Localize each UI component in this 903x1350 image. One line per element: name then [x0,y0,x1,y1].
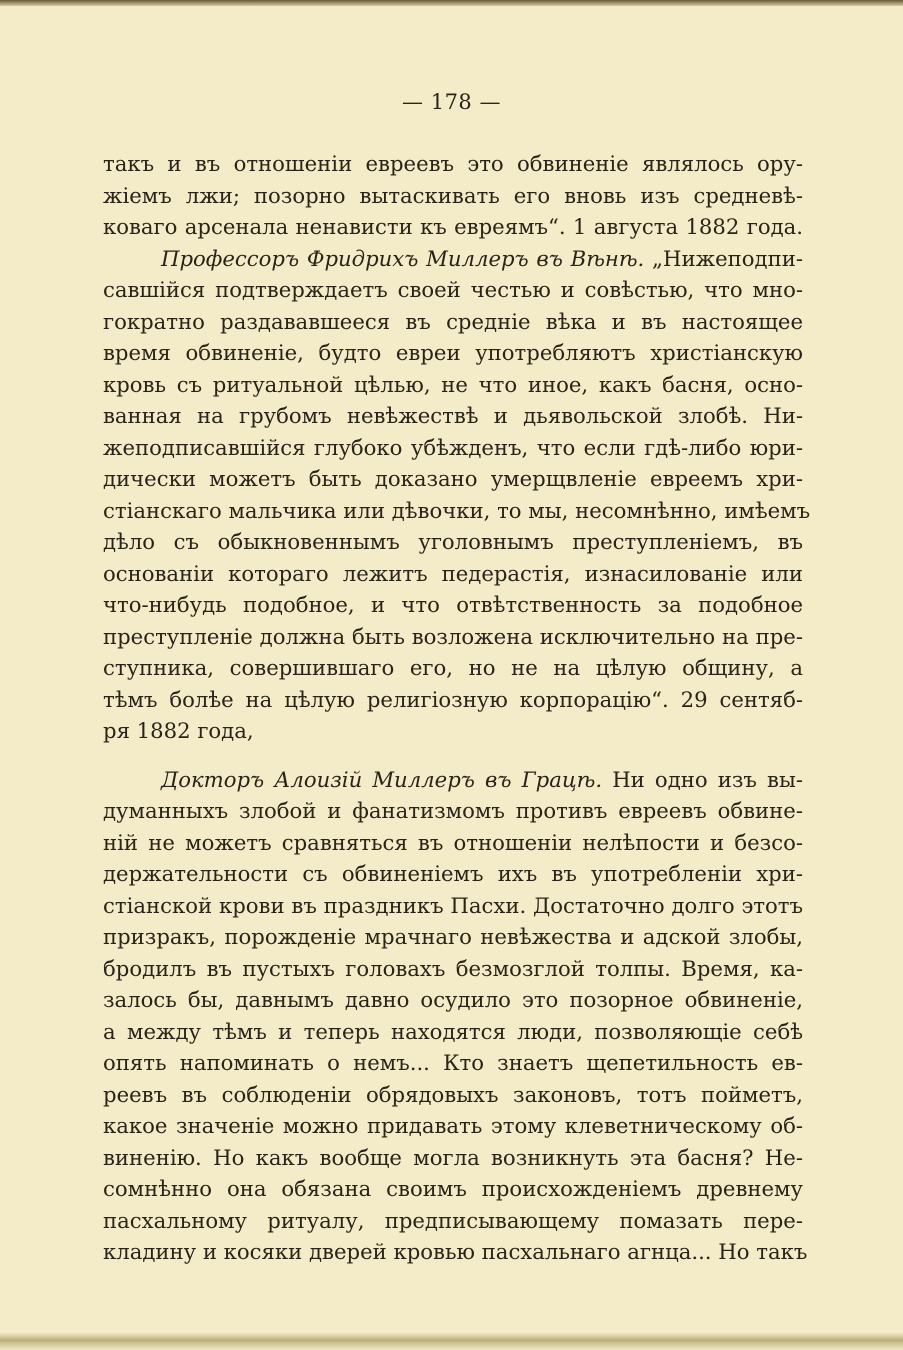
text-line: савшiйся подтверждаетъ своей честью и совѣстью, что мно- [103,277,803,302]
text-line: виненiю. Но какъ вообще могла возникнуть эта басня? Не- [103,1144,803,1170]
text-line: какое значенiе можно придавать этому клеветническому об- [103,1113,803,1138]
text-line: призракъ, порожденiе мрачнаго невѣжества и адской злобы, [103,924,803,949]
text-fragment: Ни одно изъ вы- [602,766,803,792]
text-line: коваго арсенала ненависти къ евреямъ“. 1 августа 1882 года. [103,214,803,239]
paragraph-spacer [103,747,803,764]
text-line: держательности съ обвиненiемъ ихъ въ употребленiи хри- [103,861,803,886]
text-line: преступленiе должна быть возложена исключительно на пре- [103,623,803,649]
page-number: — 178 — [402,90,501,114]
text-line: основанiи котораго лежитъ педерастiя, изнасилованiе или [103,560,803,586]
paragraph-2 [103,243,811,747]
text-line [103,243,803,275]
page-bottom-edge [0,1333,903,1350]
author-name: Профессоръ Фридрихъ Миллеръ въ Вѣнѣ. [161,245,645,271]
text-line: время обвиненiе, будто евреи употребляютъ христiанскую [103,340,803,365]
text-line: гократно раздававшееся въ среднiе вѣка и въ настоящее [103,308,803,334]
text-line: ванная на грубомъ невѣжествѣ и дьявольской злобѣ. Ни- [103,403,803,428]
text-line: залось бы, давнымъ давно осудило это позорное обвиненiе, [103,987,803,1012]
text-line: дѣло съ обыкновеннымъ уголовнымъ преступленiемъ, въ [103,529,803,554]
text-line: реевъ въ соблюденiи обрядовыхъ законовъ, тотъ пойметъ, [103,1081,803,1107]
text-line: ря 1882 года, [103,718,254,743]
text-line: опять напоминать о немъ... Кто знаетъ щепетильность ев- [103,1050,803,1075]
text-line: думанныхъ злобой и фанатизмомъ противъ евреевъ обвине- [103,798,803,823]
text-line: пасхальному ритуалу, предписывающему помазать пере- [103,1207,803,1233]
text-line: бродилъ въ пустыхъ головахъ безмозглой толпы. Время, ка- [103,955,803,981]
text-line: тѣмъ болѣе на цѣлую религiозную корпорацiю“. 29 сентяб- [103,686,803,712]
text-line: жiемъ лжи; позорно вытаскивать его вновь изъ средневѣ- [103,182,803,208]
text-line: нiй не можетъ сравняться въ отношенiи нелѣпости и безсо- [103,829,803,855]
text-line: кровь съ ритуальной цѣлью, не что иное, какъ басня, осно- [103,371,803,397]
text-line: кладину и косяки дверей кровью пасхальнаго агнца... Но такъ [103,1239,808,1264]
text-line [103,764,803,796]
text-line: стiанскаго мальчика или дѣвочки, то мы, несомнѣнно, имѣемъ [103,497,811,523]
text-fragment: „Нижеподпи- [644,245,803,271]
text-line: что-нибудь подобное, и что отвѣтственность за подобное [103,592,803,617]
text-line: ступника, совершившаго его, но не на цѣлую общину, а [103,655,803,680]
author-name: Докторъ Алоизiй Миллеръ въ Грацѣ. [161,766,603,792]
text-line: дически можетъ быть доказано умерщвленiе евреемъ хри- [103,466,803,491]
paragraph-3 [103,764,808,1268]
text-line: стiанской крови въ праздникъ Пасхи. Достаточно долго этотъ [103,892,803,918]
text-line: а между тѣмъ и теперь находятся люди, позволяющiе себѣ [103,1018,803,1044]
page-body [103,148,811,1268]
page-top-edge [0,0,903,6]
text-line: сомнѣнно она обязана своимъ происхожденiемъ древнему [103,1176,803,1201]
text-line: такъ и въ отношенiи евреевъ это обвиненiе являлось ору- [103,151,803,176]
text-line: жеподписавшiйся глубоко убѣжденъ, что если гдѣ-либо юри- [103,434,803,460]
paragraph-1 [103,148,803,243]
